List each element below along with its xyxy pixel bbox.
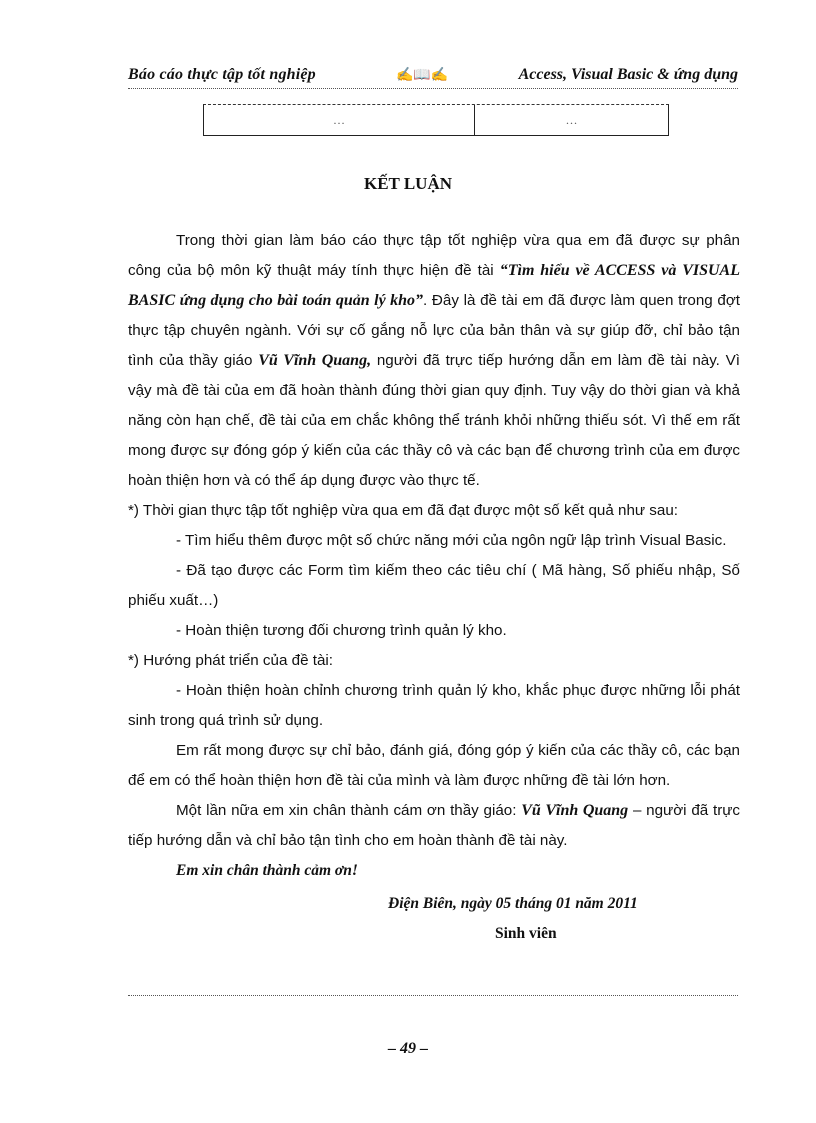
footer-divider [128,995,738,996]
thanks-paragraph [128,796,740,856]
closing-thanks: Em xin chân thành cảm ơn! [176,862,358,879]
text-run: Một lần nữa em xin chân thành cám ơn thầy giáo: [176,802,522,819]
header-subject: Access, Visual Basic & ứng dụng [518,66,738,83]
development-heading: *) Hướng phát triển của đề tài: [128,652,334,669]
text-run: . Đây là đề tài em đã được làm quen trong đợt thực tập chuyên ngành. Với sự cố gắng nỗ lực của bản thân và sự giúp đỡ, chỉ bảo tận tình của thầy giáo [128,292,740,369]
page-header [128,62,738,89]
result-item: - Tìm hiểu thêm được một số chức năng mới của ngôn ngữ lập trình Visual Basic. [176,532,727,549]
page-title: KẾT LUẬN [363,174,452,193]
header-report-title: Báo cáo thực tập tốt nghiệp [128,66,316,83]
conclusion-body [128,226,740,856]
header-book-icon: ✍📖✍ [396,68,449,83]
teacher-name: Vũ Vĩnh Quang [521,802,629,819]
hope-paragraph: Em rất mong được sự chỉ bảo, đánh giá, đóng góp ý kiến của các thầy cô, các bạn để em có thể hoàn thiện hơn đề tài của mình và làm được những đề tài lớn hơn. [128,742,740,789]
table-cell: … [204,105,475,135]
text-run: Trong thời gian làm báo cáo thực tập tốt nghiệp vừa qua em đã được sự phân công của bộ môn kỹ thuật máy tính thực hiện đề tài [128,232,740,279]
intro-paragraph [128,226,740,496]
result-item: - Đã tạo được các Form tìm kiếm theo các tiêu chí ( Mã hàng, Số phiếu nhập, Số phiếu xuất…) [128,562,740,609]
place-date: Điện Biên, ngày 05 tháng 01 năm 2011 [388,895,638,912]
signer-role: Sinh viên [495,925,557,942]
text-run: người đã trực tiếp hướng dẫn em làm đề tài này. Vì vậy mà đề tài của em đã hoàn thành đúng thời gian quy định. Tuy vậy do thời gian và khả năng còn hạn chế, đề tài của em chắc không thể tránh khỏi những thiếu sót. Vì thế em rất mong được sự đóng góp ý kiến của các thầy cô và các bạn để chương trình của em được hoàn thiện hơn và có thể áp dụng được vào thực tế. [128,352,740,489]
page-number: – 49 – [388,1040,428,1057]
table-cell: … [565,113,578,127]
teacher-name: Vũ Vĩnh Quang, [258,352,372,369]
thesis-topic: “Tìm hiểu về ACCESS và VISUAL BASIC ứng dụng cho bài toán quản lý kho” [128,262,740,309]
table-fragment [203,104,669,136]
result-item: - Hoàn thiện tương đối chương trình quản lý kho. [176,622,507,639]
results-heading: *) Thời gian thực tập tốt nghiệp vừa qua em đã đạt được một số kết quả như sau: [128,502,678,519]
text-run: – người đã trực tiếp hướng dẫn và chỉ bảo tận tình cho em hoàn thành đề tài này. [128,802,741,849]
development-item: - Hoàn thiện hoàn chỉnh chương trình quản lý kho, khắc phục được những lỗi phát sinh trong quá trình sử dụng. [128,682,740,729]
